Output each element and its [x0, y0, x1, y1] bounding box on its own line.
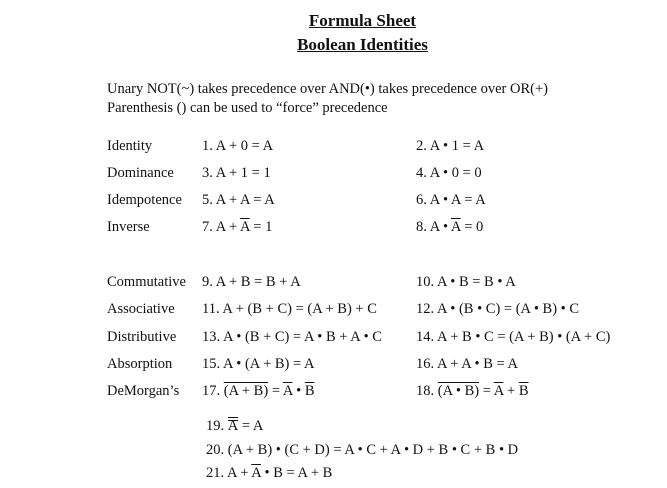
- formula-19: 19. A = A: [206, 418, 264, 434]
- page-title: Formula Sheet: [308, 11, 417, 30]
- label-associative: Associative: [107, 301, 175, 317]
- precedence-note: Unary NOT(~) takes precedence over AND(•) takes precedence over OR(+): [107, 81, 548, 97]
- formula-8: 8. A • $\overline{A} = 0$: [416, 219, 484, 235]
- formula-5: 5. A + A = A: [202, 192, 275, 208]
- formula-1: 1. A + 0 = A: [202, 138, 274, 154]
- formula-16: 16. A + A • B = A: [416, 356, 519, 372]
- label-dominance: Dominance: [107, 165, 174, 181]
- formula-4: 4. A • 0 = 0: [416, 165, 482, 181]
- label-idempotence: Idempotence: [107, 192, 182, 208]
- label-inverse: Inverse: [107, 219, 150, 235]
- formula-20: 20. (A + B) • (C + D) = A • C + A • D + B • C + B • D: [206, 442, 519, 458]
- formula-12: 12. A • (B • C) = (A • B) • C: [416, 301, 580, 317]
- label-distributive: Distributive: [107, 329, 177, 345]
- formula-21: 21. $A + \overline{A}$ • B = A + B: [206, 465, 333, 481]
- formula-9: 9. A + B = B + A: [202, 274, 301, 290]
- label-absorption: Absorption: [107, 356, 173, 372]
- label-identity: Identity: [107, 138, 153, 154]
- label-commutative: Commutative: [107, 274, 186, 290]
- formula-10: 10. A • B = B • A: [416, 274, 516, 290]
- parenthesis-note: Parenthesis () can be used to “force” precedence: [107, 100, 388, 116]
- formula-11: 11. A + (B + C) = (A + B) + C: [202, 301, 377, 317]
- formula-7: 7. $A + \overline{A} = 1$: [202, 219, 273, 235]
- formula-14: 14. A + B • C = (A + B) • (A + C): [416, 329, 611, 345]
- formula-17: 17. $(A + B) = \overline{A}$ • $\overline{B}$: [202, 383, 315, 399]
- page-subtitle: Boolean Identities: [297, 35, 428, 54]
- formula-2: 2. A • 1 = A: [416, 138, 485, 154]
- label-demorgans: DeMorgan’s: [107, 383, 180, 399]
- formula-18: 18. (A • $B) = \overline{A} + \overline{B}$: [416, 383, 529, 399]
- formula-3: 3. A + 1 = 1: [202, 165, 271, 181]
- formula-13: 13. A • (B + C) = A • B + A • C: [202, 329, 382, 345]
- formula-15: 15. A • (A + B) = A: [202, 356, 315, 372]
- formula-6: 6. A • A = A: [416, 192, 486, 208]
